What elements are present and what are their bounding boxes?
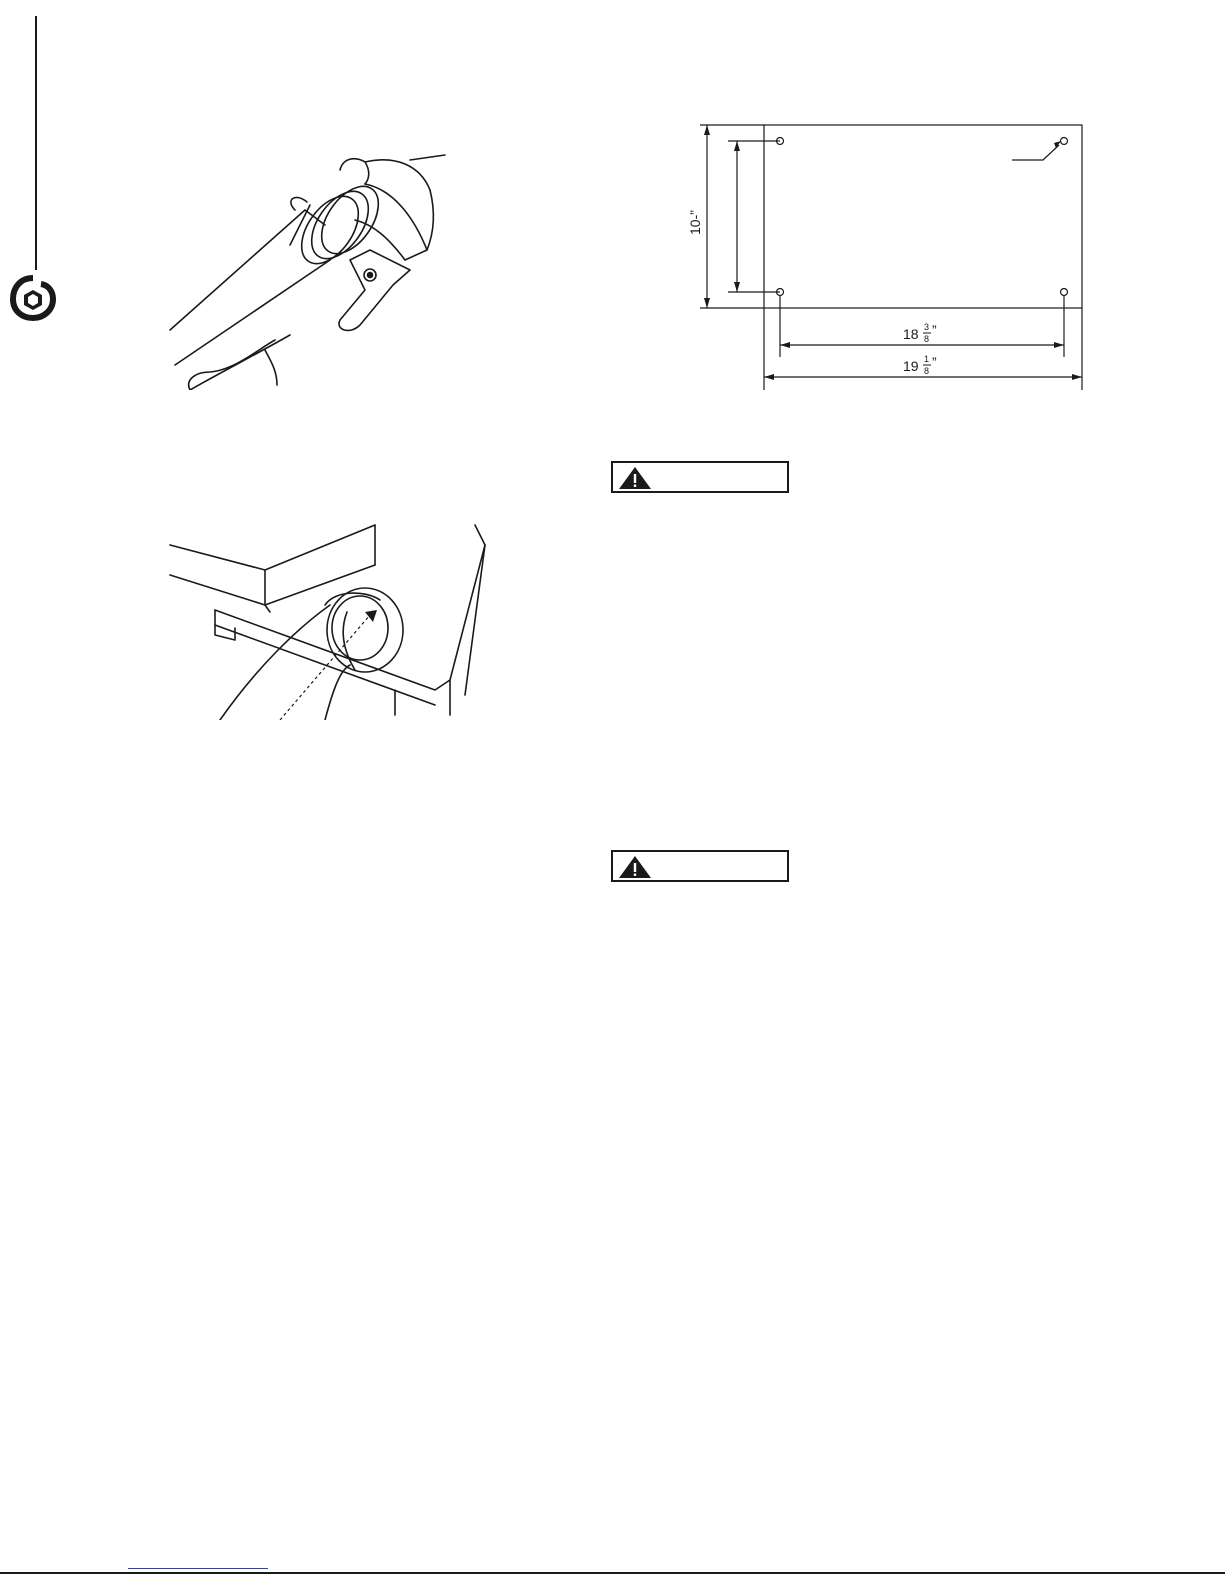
side-rule xyxy=(35,16,37,270)
mounting-hole-diagram xyxy=(680,115,1100,400)
svg-text:”: ” xyxy=(932,322,937,338)
svg-text:8: 8 xyxy=(924,366,930,376)
base-outline xyxy=(764,125,1082,308)
warning-triangle-icon xyxy=(617,854,653,880)
footer-link-underline[interactable] xyxy=(128,1568,268,1569)
warning-box-2 xyxy=(611,850,789,882)
footer-rule xyxy=(0,1572,1225,1574)
svg-text:3: 3 xyxy=(924,322,930,332)
hole-bottom-right xyxy=(1061,289,1068,296)
warning-triangle-icon xyxy=(617,465,653,491)
height-dimension-label: 10-” xyxy=(687,210,703,235)
svg-text:19: 19 xyxy=(903,358,919,374)
svg-text:1: 1 xyxy=(924,354,930,364)
svg-text:”: ” xyxy=(932,354,937,370)
svg-text:18: 18 xyxy=(903,326,919,342)
inner-width-dimension-label xyxy=(903,322,937,344)
hose-clamp-illustration xyxy=(165,150,465,390)
outer-width-dimension-label xyxy=(903,354,937,376)
hole-top-right xyxy=(1061,138,1068,145)
hose-base-connection-illustration xyxy=(165,520,495,720)
warning-box-1 xyxy=(611,461,789,493)
svg-text:8: 8 xyxy=(924,334,930,344)
chapter-icon xyxy=(10,272,56,322)
